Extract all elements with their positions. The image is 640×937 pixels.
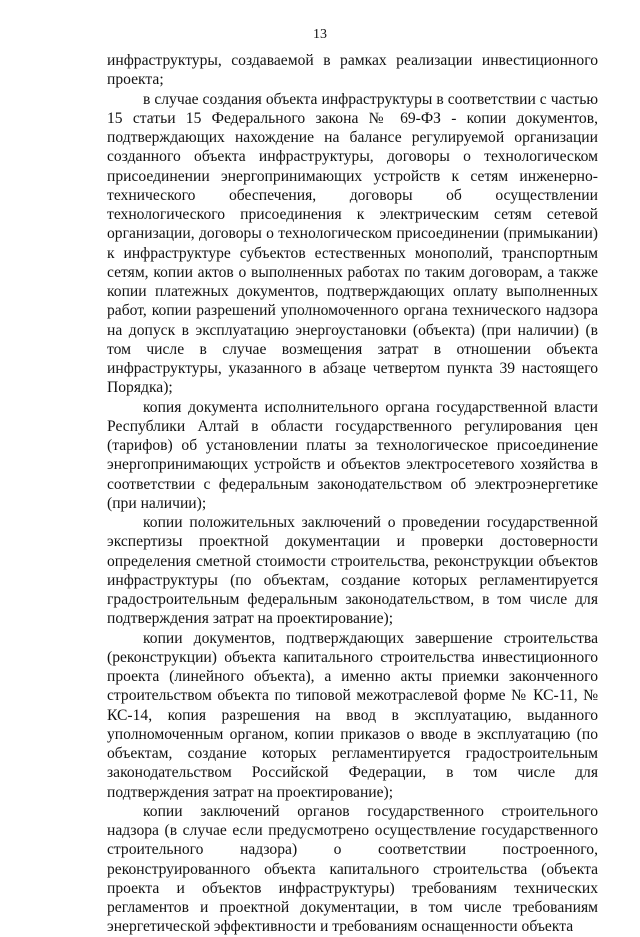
- paragraph: копии документов, подтверждающих завершение строительства (реконструкции) объекта капитального строительства инвестиционного проекта (линейного объекта), а именно акты приемки законченного строительством объекта по типовой межотраслевой форме № КС-11, № КС-14, копия разрешения на ввод в эксплуатацию, выданного уполномоченным органом, копии приказов о вводе в эксплуатацию (по объектам, создание которых регламентируется градостроительным законодательством Российской Федерации, в том числе для подтверждения затрат на проектирование);: [107, 629, 598, 801]
- paragraph: копия документа исполнительного органа государственной власти Республики Алтай в области государственного регулирования цен (тарифов) об установлении платы за технологическое присоединение энергопринимающих устройств и объектов электросетевого хозяйства в соответствии с федеральным законодательством об электроэнергетике (при наличии);: [107, 398, 598, 512]
- document-body: [107, 51, 598, 937]
- page-number: 13: [313, 27, 327, 42]
- paragraph: в случае создания объекта инфраструктуры в соответствии с частью 15 статьи 15 Федерального закона № 69-ФЗ - копии документов, подтверждающих нахождение на балансе регулируемой организации созданного объекта инфраструктуры, договоры о технологическом присоединении энергопринимающих устройств к сетям инженерно-технического обеспечения, договоры об осуществлении технологического присоединения к электрическим сетям сетевой организации, договоры о технологическом присоединении (примыкании) к инфраструктуре субъектов естественных монополий, транспортным сетям, копии актов о выполненных работах по таким договорам, а также копии платежных документов, подтверждающих оплату выполненных работ, копии разрешений уполномоченного органа технического надзора на допуск в эксплуатацию энергоустановки (объекта) (при наличии) (в том числе в случае возмещения затрат в отношении объекта инфраструктуры, указанного в абзаце четвертом пункта 39 настоящего Порядка);: [107, 90, 598, 397]
- paragraph: копии заключений органов государственного строительного надзора (в случае если предусмотрено осуществление государственного строительного надзора) о соответствии построенного, реконструированного объекта капитального строительства (объекта проекта и объектов инфраструктуры) требованиям технических регламентов и проектной документации, в том числе требованиям энергетической эффективности и требованиям оснащенности объекта: [107, 802, 598, 936]
- paragraph: инфраструктуры, создаваемой в рамках реализации инвестиционного проекта;: [107, 52, 598, 89]
- paragraph: копии положительных заключений о проведении государственной экспертизы проектной документации и проверки достоверности определения сметной стоимости строительства, реконструкции объектов инфраструктуры (по объектам, создание которых регламентируется градостроительным федеральным законодательством, в том числе для подтверждения затрат на проектирование);: [107, 514, 598, 628]
